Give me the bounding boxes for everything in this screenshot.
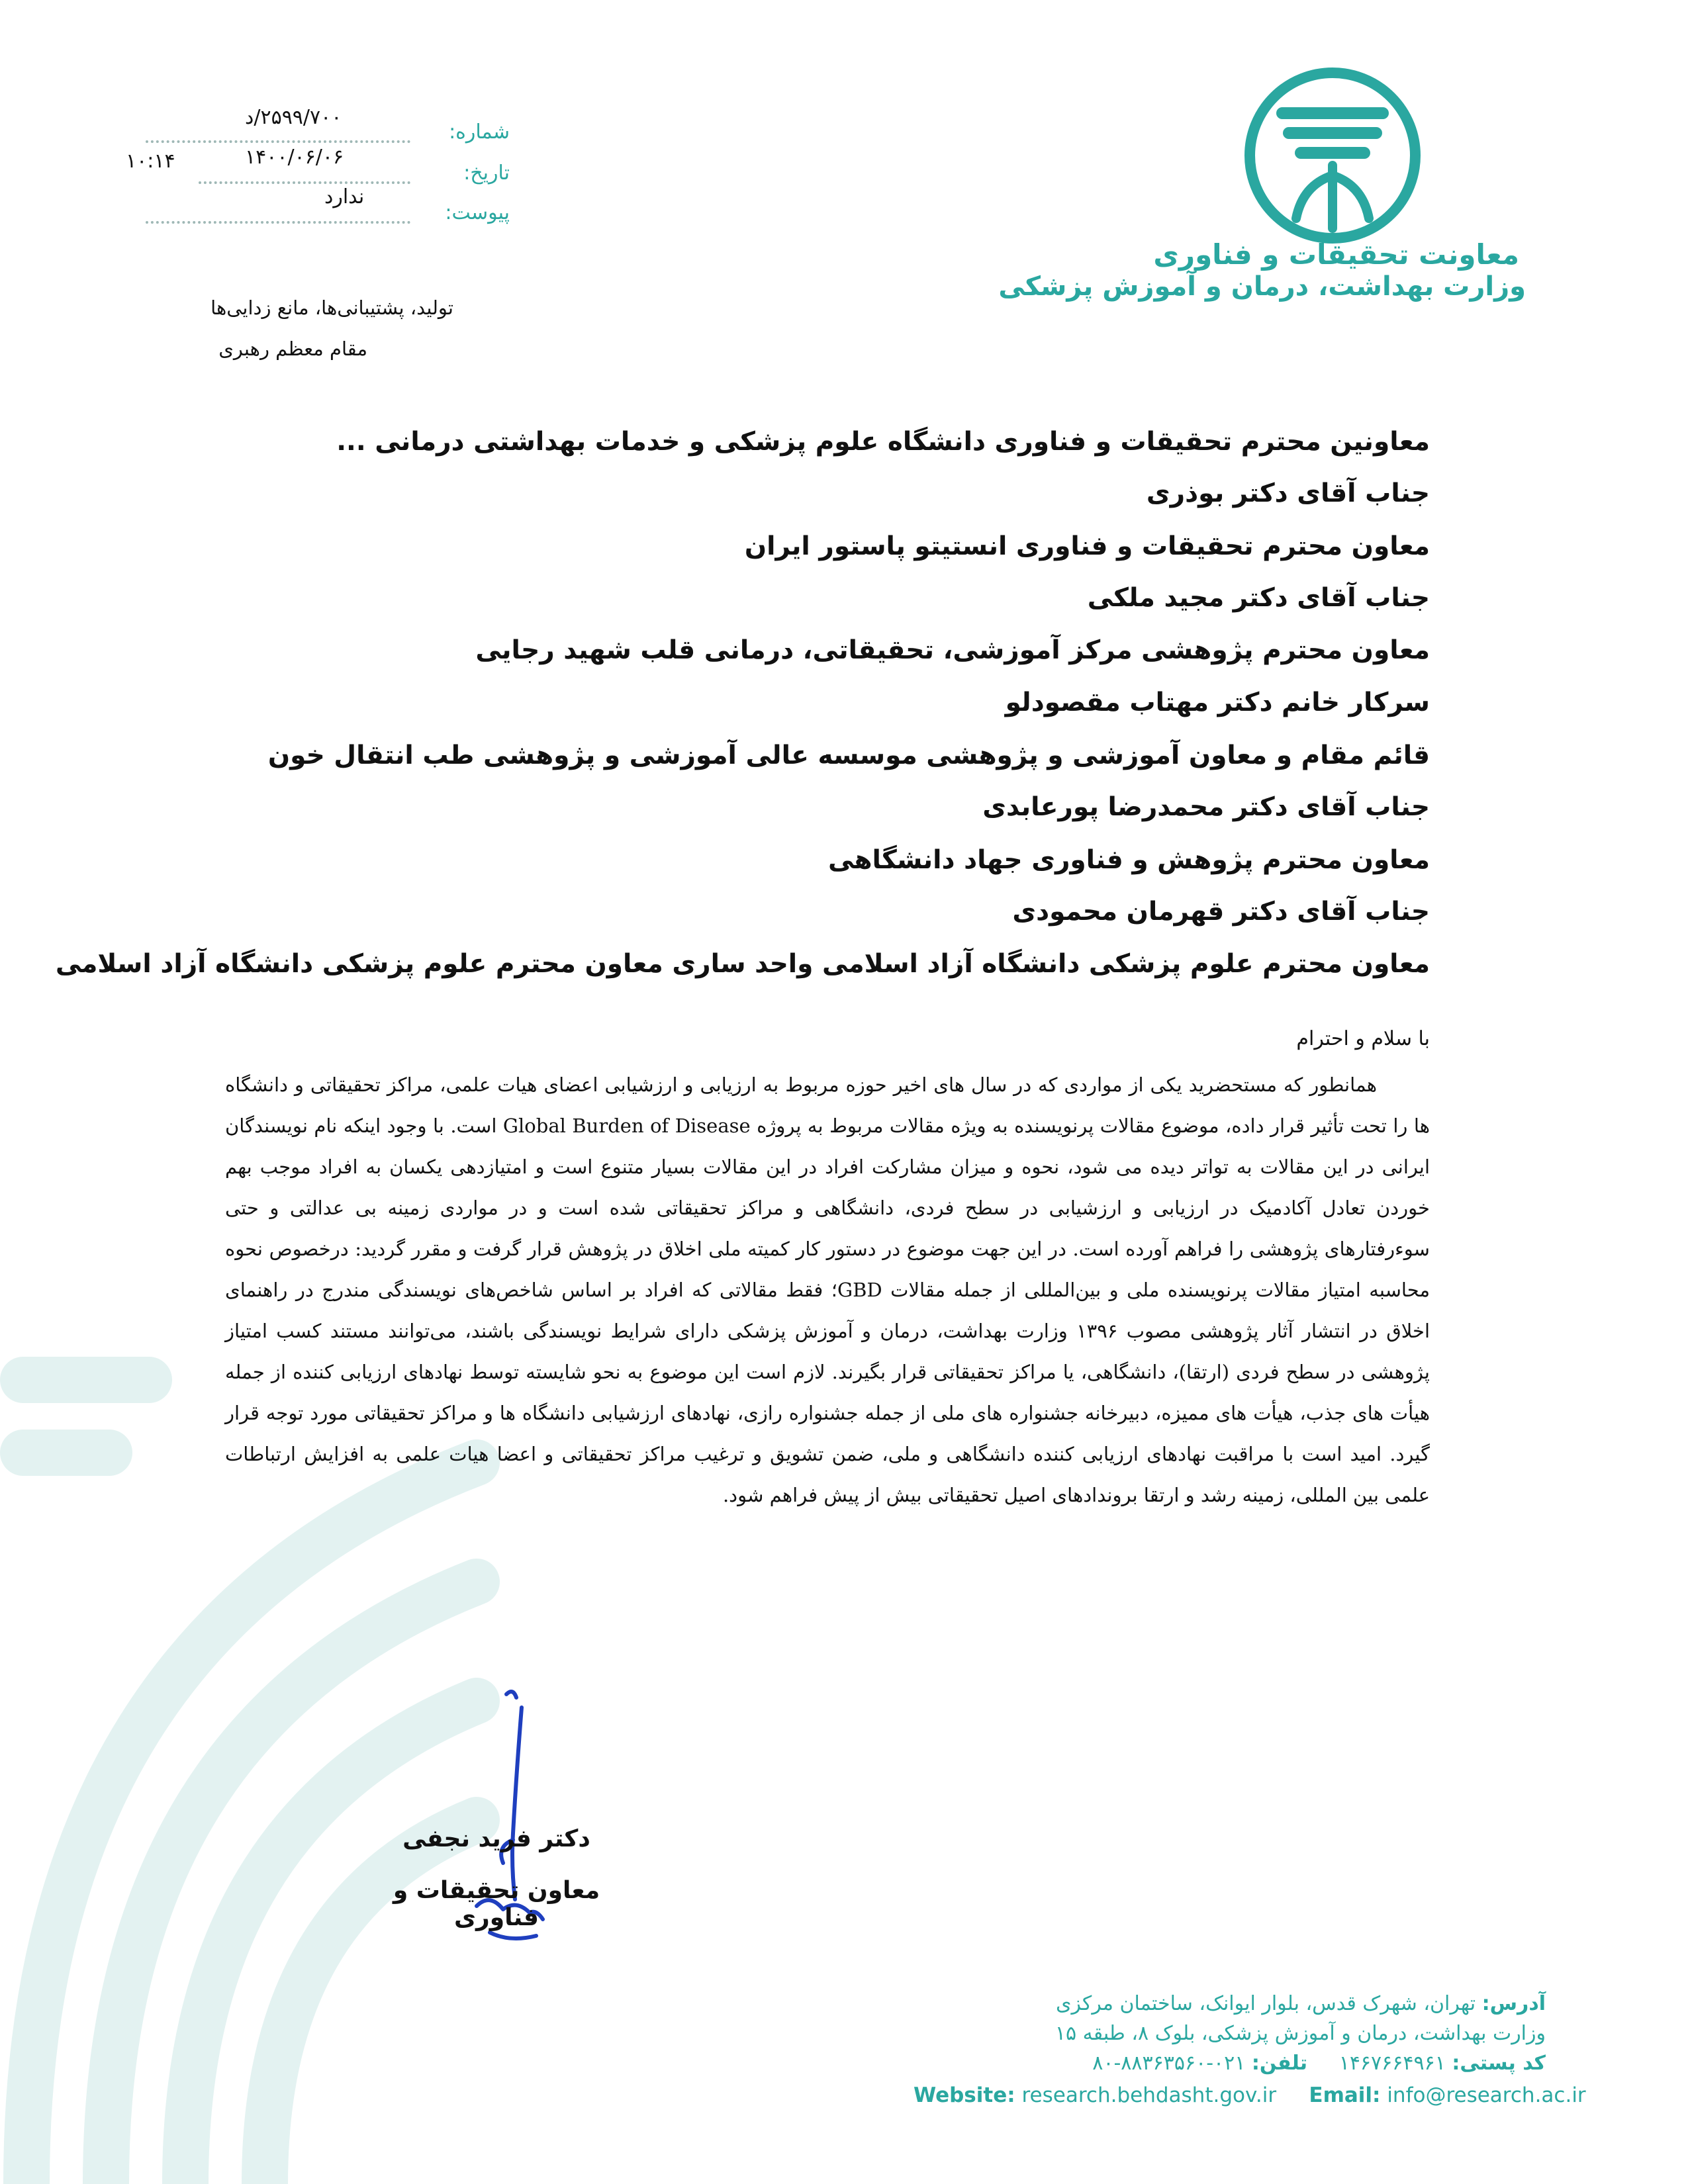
recipient-line: جناب آقای دکتر محمدرضا پورعابدی [982,792,1430,822]
greeting: با سلام و احترام [1296,1027,1430,1050]
date-value: ۱۴۰۰/۰۶/۰۶ [245,146,344,169]
slogan-line1: تولید، پشتیبانی‌ها، مانع زدایی‌ها [211,296,453,319]
recipient-line: سرکار خانم دکتر مهتاب مقصودلو [1005,688,1430,717]
recipient-line: معاون محترم علوم پزشکی دانشگاه آزاد اسلامی واحد ساری معاون محترم علوم پزشکی دانشگاه آزاد اسلامی [55,949,1430,979]
email-label: Email: [1309,2083,1381,2107]
postal-value: ۱۴۶۷۶۶۴۹۶۱ [1338,2052,1446,2075]
website-link[interactable]: research.behdasht.gov.ir [1021,2083,1277,2107]
website-label: Website: [914,2083,1015,2107]
body-paragraph: همانطور که مستحضرید یکی از مواردی که در سال های اخیر حوزه مربوط به ارزیابی و ارزشیابی اعضای هیات علمی، مراکز تحقیقاتی و دانشگاه ها را تحت تأثیر قرار داده، موضوع مقالات پرنویسنده به ویژه مقالات مربوط به پروژه Global Burden of Disease است. با وجود اینکه نام نویسندگان ایرانی در این مقالات به تواتر دیده می شود، نحوه و میزان مشارکت افراد در این مقالات بسیار متنوع است و امتیازدهی یکسان به افراد موجب بهم خوردن تعادل آکادمیک در ارزیابی و ارزشیابی در سطح فردی، دانشگاهی و مراکز تحقیقاتی شده است و در مواردی زمینه بی عدالتی و حتی سوءرفتارهای پژوهشی را فراهم آورده است. در این جهت موضوع در دستور کار کمیته ملی اخلاق در پژوهش قرار گرفت و مقرر گردید: درخصوص نحوه محاسبه امتیاز مقالات پرنویسنده ملی و بین‌المللی از جمله مقالات GBD؛ فقط مقالاتی که افراد بر اساس شاخص‌های نویسندگی مندرج در راهنمای اخلاق در انتشار آثار پژوهشی مصوب ۱۳۹۶ وزارت بهداشت، درمان و آموزش پزشکی دارای شرایط نویسندگی باشند، می‌توانند مستند کسب امتیاز پژوهشی در سطح فردی (ارتقا)، دانشگاهی، یا مراکز تحقیقاتی قرار بگیرند. لازم است این موضوع به نحو شایسته توسط نهادهای ارزیابی کننده از جمله هیأت های جذب، هیأت های ممیزه، دبیرخانه جشنواره های ملی از جمله جشنواره رازی، نهادهای ارزشیابی دانشگاه ها و مراکز تحقیقاتی مورد توجه قرار گیرد. امید است با مراقبت نهادهای ارزیابی کننده دانشگاهی و ملی، ضمن تشویق و ترغیب مراکز تحقیقاتی و اعضا هیات علمی به افزایش ارتباطات علمی بین المللی، زمینه رشد و ارتقا بروندادهای اصیل تحقیقاتی بیش از پیش فراهم شود. [225,1073,1430,1506]
recipient-line: جناب آقای دکتر بوذری [1146,478,1430,508]
address-line1: تهران، شهرک قدس، بلوار ایوانک، ساختمان مرکزی [1056,1992,1476,2015]
recipient-line: جناب آقای دکتر قهرمان محمودی [1012,897,1430,927]
recipient-line: معاون محترم پژوهش و فناوری جهاد دانشگاهی [828,845,1430,875]
logo-emblem-icon [1237,66,1429,245]
attachment-label: پیوست: [445,201,510,224]
time-value: ۱۰:۱۴ [126,150,175,173]
slogan-line2: مقام معظم رهبری [218,338,367,360]
phone-value: ۰۲۱-۸۸۳۶۳۵۶۰-۸۰ [1092,2052,1246,2075]
date-label: تاریخ: [463,161,510,185]
footer-contact-line [1092,2052,1546,2075]
footer-address-line1 [1056,1992,1546,2015]
meta-block [126,106,510,232]
number-dots [146,140,410,143]
recipient-line: قائم مقام و معاون آموزشی و پژوهشی موسسه عالی آموزشی و پژوهشی طب انتقال خون [267,741,1430,770]
letter-body [225,1064,1430,1516]
number-value: ۲۵۹۹/۷۰۰/د [245,106,342,129]
recipient-line: معاون محترم پژوهشی مرکز آموزشی، تحقیقاتی، درمانی قلب شهید رجایی [475,635,1430,665]
attachment-dots [146,221,410,224]
footer-address-line2: وزارت بهداشت، درمان و آموزش پزشکی، بلوک ۸، طبقه ۱۵ [1055,2022,1546,2045]
signer-name: دکتر فرید نجفی [402,1825,590,1852]
date-dots [199,181,410,184]
number-label: شماره: [449,120,510,144]
phone-label: تلفن: [1251,2052,1308,2075]
letterhead-org-name: معاونت تحقیقات و فناوری [1153,238,1519,271]
signer-title: معاون تحقیقات و فناوری [393,1877,600,1931]
address-label: آدرس: [1481,1992,1546,2015]
email-link[interactable]: info@research.ac.ir [1387,2083,1586,2107]
letterhead-ministry: وزارت بهداشت، درمان و آموزش پزشکی [998,271,1526,302]
postal-label: کد پستی: [1452,2052,1546,2075]
recipient-line: جناب آقای دکتر مجید ملکی [1087,583,1430,613]
attachment-value: ندارد [324,185,365,208]
footer-web-line [914,2083,1586,2107]
recipient-line: معاونین محترم تحقیقات و فناوری دانشگاه علوم پزشکی و خدمات بهداشتی درمانی ... [336,427,1430,457]
recipient-line: معاون محترم تحقیقات و فناوری انستیتو پاستور ایران [744,531,1430,561]
